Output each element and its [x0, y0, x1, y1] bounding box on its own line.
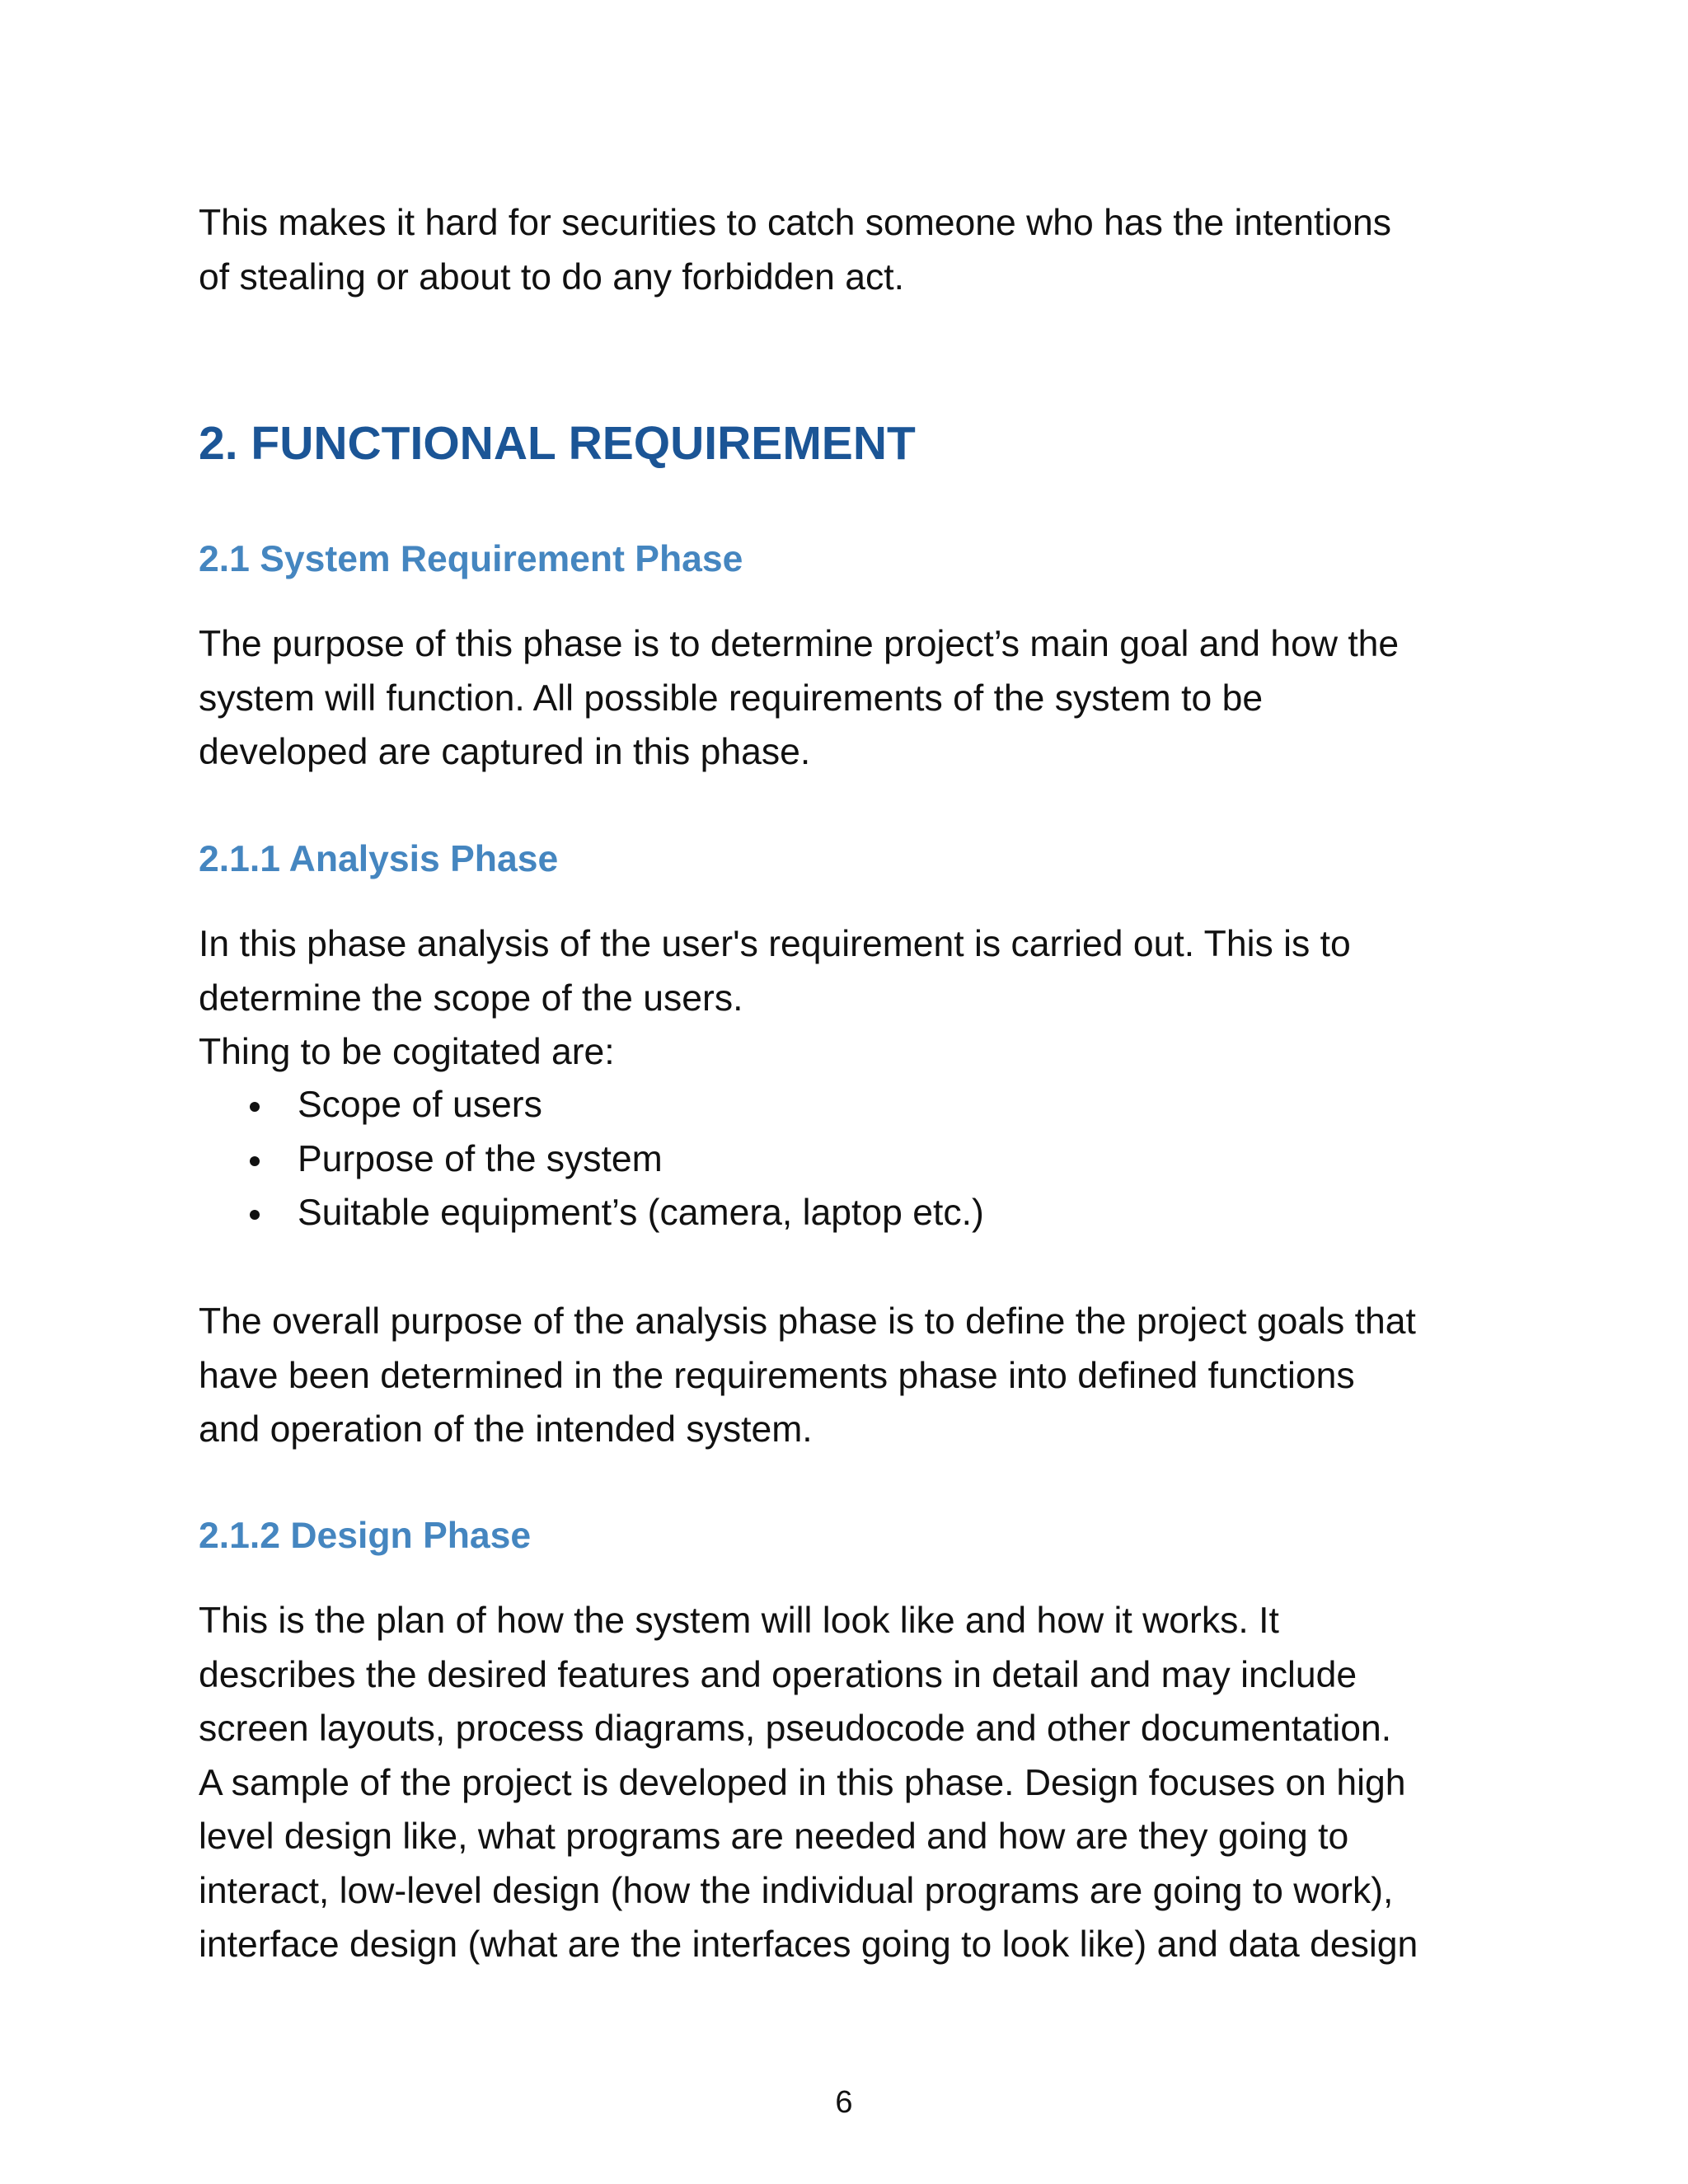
bullet-dot-icon: [250, 1210, 260, 1220]
bullet-dot-icon: [250, 1156, 260, 1166]
paragraph-line: This is the plan of how the system will look like and how it works. It: [199, 1601, 1279, 1641]
paragraph-line: Thing to be cogitated are:: [199, 1032, 615, 1072]
paragraph-line: determine the scope of the users.: [199, 977, 743, 1019]
paragraph-line: A sample of the project is developed in this phase. Design focuses on high: [199, 1762, 1406, 1803]
paragraph-line: developed are captured in this phase.: [199, 732, 811, 772]
list-item-text: Purpose of the system: [298, 1138, 663, 1179]
paragraph-line: system will function. All possible requirements of the system to be: [199, 677, 1264, 719]
paragraph-line: describes the desired features and operations in detail and may include: [199, 1654, 1357, 1695]
subsection-heading-analysis-phase: 2.1.1 Analysis Phase: [199, 839, 559, 879]
paragraph-line: have been determined in the requirements phase into defined functions: [199, 1355, 1355, 1396]
paragraph-line: interact, low-level design (how the individual programs are going to work),: [199, 1870, 1394, 1911]
paragraph-line: The purpose of this phase is to determine project’s main goal and how the: [199, 624, 1400, 664]
list-item: [199, 1186, 984, 1240]
paragraph-line: In this phase analysis of the user's requirement is carried out. This is to: [199, 924, 1351, 964]
page-number: 6: [835, 2085, 853, 2120]
subsection-heading-system-requirement-phase: 2.1 System Requirement Phase: [199, 539, 743, 579]
paragraph-line: level design like, what programs are needed and how are they going to: [199, 1816, 1349, 1857]
intro-paragraph: [199, 196, 1501, 304]
paragraph-line: of stealing or about to do any forbidden act.: [199, 256, 904, 298]
subsection-heading-design-phase: 2.1.2 Design Phase: [199, 1516, 532, 1556]
list-item: [199, 1132, 984, 1187]
analysis-bullet-list: [199, 1078, 984, 1240]
bullet-dot-icon: [250, 1102, 260, 1112]
paragraph-line: This makes it hard for securities to catch someone who has the intentions: [199, 203, 1391, 243]
list-item-text: Suitable equipment’s (camera, laptop etc.): [298, 1193, 984, 1233]
paragraph-line: The overall purpose of the analysis phase is to define the project goals that: [199, 1301, 1416, 1342]
list-item: [199, 1078, 984, 1132]
paragraph-line: screen layouts, process diagrams, pseudocode and other documentation.: [199, 1708, 1392, 1749]
design-paragraph: [199, 1594, 1501, 1972]
list-item-text: Scope of users: [298, 1085, 542, 1125]
analysis-purpose-paragraph: [199, 1295, 1501, 1457]
system-requirement-paragraph: [199, 617, 1501, 780]
paragraph-line: interface design (what are the interfaces going to look like) and data design: [199, 1924, 1418, 1965]
paragraph-line: and operation of the intended system.: [199, 1409, 813, 1450]
analysis-paragraph: [199, 917, 1501, 1080]
section-heading-functional-requirement: 2. FUNCTIONAL REQUIREMENT: [199, 417, 916, 470]
